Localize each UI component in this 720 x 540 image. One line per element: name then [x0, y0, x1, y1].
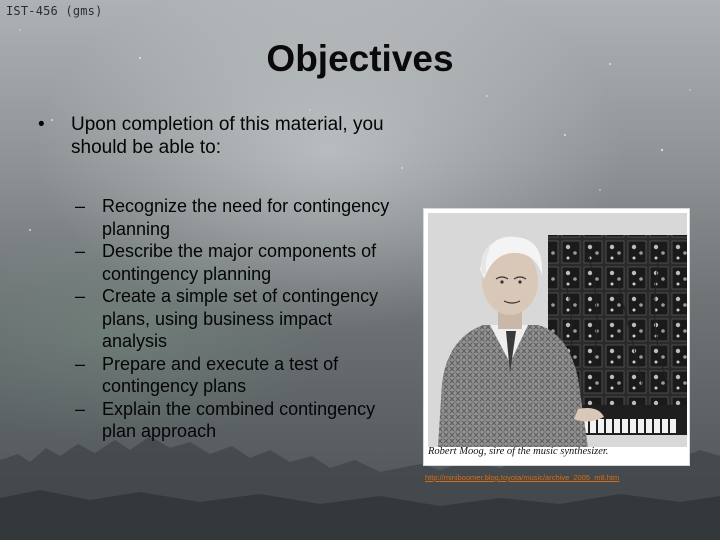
photo-caption: Robert Moog, sire of the music synthesizer.	[428, 446, 609, 457]
course-code: IST-456 (gms)	[6, 4, 103, 18]
objective-item	[75, 240, 395, 285]
objective-item	[75, 285, 395, 353]
intro-text: Upon completion of this material, you should be able to:	[71, 114, 384, 158]
bullet-icon: •	[38, 114, 45, 135]
objectives-list	[75, 195, 395, 443]
objective-text: Describe the major components of contingency planning	[102, 241, 377, 284]
image-credit-link[interactable]: http://miniboomer.blog.toyota/music/archive_2005_m8.htm	[425, 473, 620, 482]
objective-item	[75, 195, 395, 240]
dash-icon: –	[75, 241, 86, 261]
objective-item	[75, 353, 395, 398]
objective-text: Create a simple set of contingency plans, using business impact analysis	[102, 286, 379, 351]
objective-item	[75, 398, 395, 443]
objective-text: Prepare and execute a test of contingency plans	[102, 353, 339, 396]
dash-icon: –	[75, 398, 86, 419]
objective-text: Explain the combined contingency plan approach	[102, 398, 376, 441]
intro-bullet	[38, 113, 398, 159]
slide-title: Objectives	[266, 38, 454, 79]
dash-icon: –	[75, 196, 86, 216]
photo-illustration	[428, 213, 687, 447]
robert-moog-photo	[423, 208, 690, 466]
dash-icon: –	[75, 286, 86, 306]
dash-icon: –	[75, 353, 86, 374]
objective-text: Recognize the need for contingency planning	[102, 196, 390, 239]
